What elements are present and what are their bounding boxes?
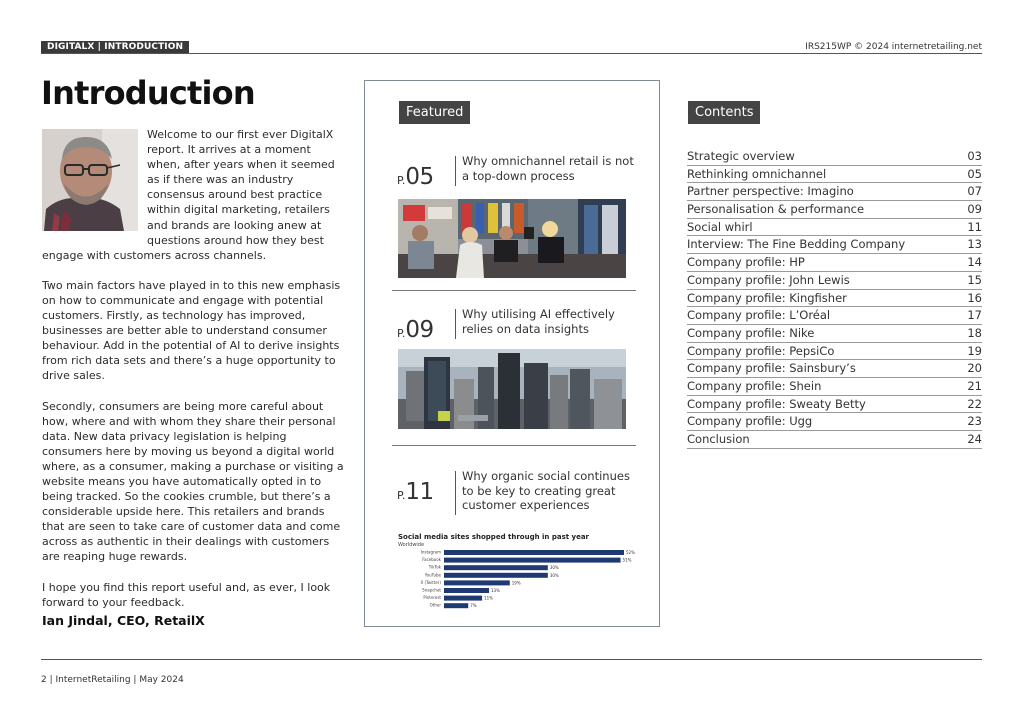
contents-item-title: Personalisation & performance: [687, 202, 865, 217]
contents-item[interactable]: [687, 272, 982, 290]
bar-chart: [398, 549, 638, 621]
chart-bar: [444, 558, 621, 563]
featured-item[interactable]: [397, 307, 637, 347]
chart-value-label: 30%: [549, 565, 559, 571]
chart-category-label: Instagram: [420, 549, 441, 555]
contents-item[interactable]: [687, 396, 982, 414]
chart-category-label: TikTok: [428, 564, 441, 570]
featured-panel: [364, 80, 660, 627]
contents-item[interactable]: [687, 431, 982, 449]
contents-item-title: Rethinking omnichannel: [687, 166, 827, 181]
contents-item-title: Company profile: HP: [687, 255, 805, 270]
contents-item-page: 18: [967, 325, 982, 340]
contents-item-title: Company profile: Sweaty Betty: [687, 396, 866, 411]
contents-item-title: Company profile: John Lewis: [687, 272, 850, 287]
contents-item[interactable]: [687, 201, 982, 219]
featured-page-number: P.05: [397, 164, 434, 190]
featured-page-number: P.11: [397, 479, 434, 505]
intro-paragraph: Welcome to our first ever DigitalX report. It arrives at a moment when, after years when it seemed as if there was an industry consensus around best practice within digital marketing, retailers and brands are looking anew at questions around how they best engage with customers across channels.: [42, 128, 335, 262]
contents-item-page: 11: [967, 219, 982, 234]
chart-category-label: YouTube: [424, 572, 441, 578]
contents-item-page: 09: [967, 202, 982, 217]
featured-title: Why omnichannel retail is not a top-down process: [462, 154, 634, 183]
contents-item-title: Company profile: Sainsbury’s: [687, 361, 856, 376]
contents-item[interactable]: [687, 236, 982, 254]
chart-bar: [444, 588, 489, 593]
featured-page-number: P.09: [397, 317, 434, 343]
header-rule: [41, 53, 982, 54]
contents-item[interactable]: [687, 148, 982, 166]
contents-item-page: 03: [967, 149, 982, 163]
chart-category-label: Snapchat: [422, 587, 441, 593]
section-tag: DIGITALX | INTRODUCTION: [41, 41, 189, 54]
intro-paragraph: Secondly, consumers are being more careful about how, where and with whom they share their personal data. New data privacy legislation is helping consumers here by moving us beyond a digital world where, as a consumer, making a purchase or visiting a website means you have automatically opted in to being tracked. So the cookies crumble, but there’s a considerable upside here. This retailers and brands that are seen to take care of customer data and come across as authentic in their dealings with customers are reaping huge rewards.: [42, 399, 344, 564]
featured-item[interactable]: [397, 154, 637, 194]
chart-title: Social media sites shopped through in past year: [398, 533, 590, 541]
divider: [455, 156, 456, 186]
chart-bar: [444, 580, 510, 585]
chart-bar: [444, 603, 468, 608]
contents-item[interactable]: [687, 166, 982, 184]
intro-body: [42, 127, 346, 625]
intro-paragraph: I hope you find this report useful and, as ever, I look forward to your feedback.: [42, 580, 331, 609]
chart-bar: [444, 596, 482, 601]
chart-bar: [444, 550, 624, 555]
chart-category-label: X (Twitter): [420, 579, 441, 585]
contents-list: [687, 148, 982, 449]
divider: [455, 309, 456, 339]
contents-item-title: Company profile: PepsiCo: [687, 343, 835, 358]
contents-item-title: Company profile: Kingfisher: [687, 290, 847, 305]
contents-item[interactable]: [687, 290, 982, 308]
contents-item-title: Company profile: Ugg: [687, 414, 813, 429]
featured-title: Why utilising AI effectively relies on data insights: [462, 307, 615, 336]
intro-paragraph: Two main factors have played in to this new emphasis on how to communicate and engage with potential customers. Firstly, as technology has improved, businesses are better able to understand consumer behaviour. Add in the potential of AI to derive insights from rich data sets and there’s a huge opportunity to drive sales.: [42, 278, 341, 383]
chart-category-label: Facebook: [422, 557, 441, 563]
contents-item-title: Social whirl: [687, 219, 753, 234]
contents-item-page: 17: [967, 308, 982, 323]
chart-category-label: Pinterest: [423, 595, 441, 601]
contents-item[interactable]: [687, 378, 982, 396]
chart-bar: [444, 573, 548, 578]
contents-item-page: 05: [967, 166, 982, 181]
footer-rule: [41, 659, 982, 660]
author-signoff: Ian Jindal, CEO, RetailX: [42, 613, 205, 628]
contents-item-page: 14: [967, 255, 982, 270]
contents-label: Contents: [688, 101, 760, 124]
contents-item-page: 07: [967, 184, 982, 199]
contents-item-page: 16: [967, 290, 982, 305]
contents-item-page: 24: [967, 432, 982, 446]
contents-item-title: Partner perspective: Imagino: [687, 184, 854, 199]
chart-value-label: 11%: [484, 595, 493, 601]
featured-separator: [392, 290, 636, 291]
contents-item-page: 15: [967, 272, 982, 287]
footer-text: 2 | InternetRetailing | May 2024: [41, 675, 184, 685]
contents-item-page: 19: [967, 343, 982, 358]
contents-item[interactable]: [687, 183, 982, 201]
contents-item-title: Company profile: Nike: [687, 325, 815, 340]
contents-item[interactable]: [687, 360, 982, 378]
publication-id: IRS215WP © 2024 internetretailing.net: [805, 42, 982, 52]
city-skyline-photo: [398, 349, 626, 429]
chart-value-label: 30%: [549, 572, 559, 578]
chart-subtitle: Worldwide: [398, 542, 425, 548]
contents-item-page: 20: [967, 361, 982, 376]
social-media-chart: [398, 533, 638, 618]
contents-item[interactable]: [687, 413, 982, 431]
contents-item[interactable]: [687, 343, 982, 361]
contents-item-title: Interview: The Fine Bedding Company: [687, 237, 906, 252]
contents-item[interactable]: [687, 325, 982, 343]
chart-value-label: 7%: [470, 603, 477, 609]
chart-category-label: Other: [429, 602, 441, 608]
chart-value-label: 51%: [622, 557, 632, 563]
contents-item-page: 13: [967, 237, 982, 252]
contents-item-title: Strategic overview: [687, 149, 795, 163]
chart-value-label: 52%: [626, 550, 635, 555]
contents-item-page: 23: [967, 414, 982, 429]
featured-label: Featured: [399, 101, 470, 124]
contents-item-page: 22: [967, 396, 982, 411]
contents-item[interactable]: [687, 219, 982, 237]
featured-item[interactable]: [397, 469, 637, 519]
chart-value-label: 13%: [491, 588, 500, 593]
divider: [455, 471, 456, 515]
featured-separator: [392, 445, 636, 446]
contents-item[interactable]: [687, 307, 982, 325]
contents-item-page: 21: [967, 378, 982, 393]
contents-item-title: Conclusion: [687, 432, 750, 446]
store-checkout-photo: [398, 199, 626, 278]
page-title: Introduction: [41, 74, 255, 112]
chart-bar: [444, 565, 548, 570]
featured-title: Why organic social continues to be key to creating great customer experiences: [462, 469, 630, 512]
contents-item-title: Company profile: L’Oréal: [687, 308, 831, 323]
chart-value-label: 19%: [511, 580, 521, 586]
contents-item-title: Company profile: Shein: [687, 378, 822, 393]
contents-item[interactable]: [687, 254, 982, 272]
